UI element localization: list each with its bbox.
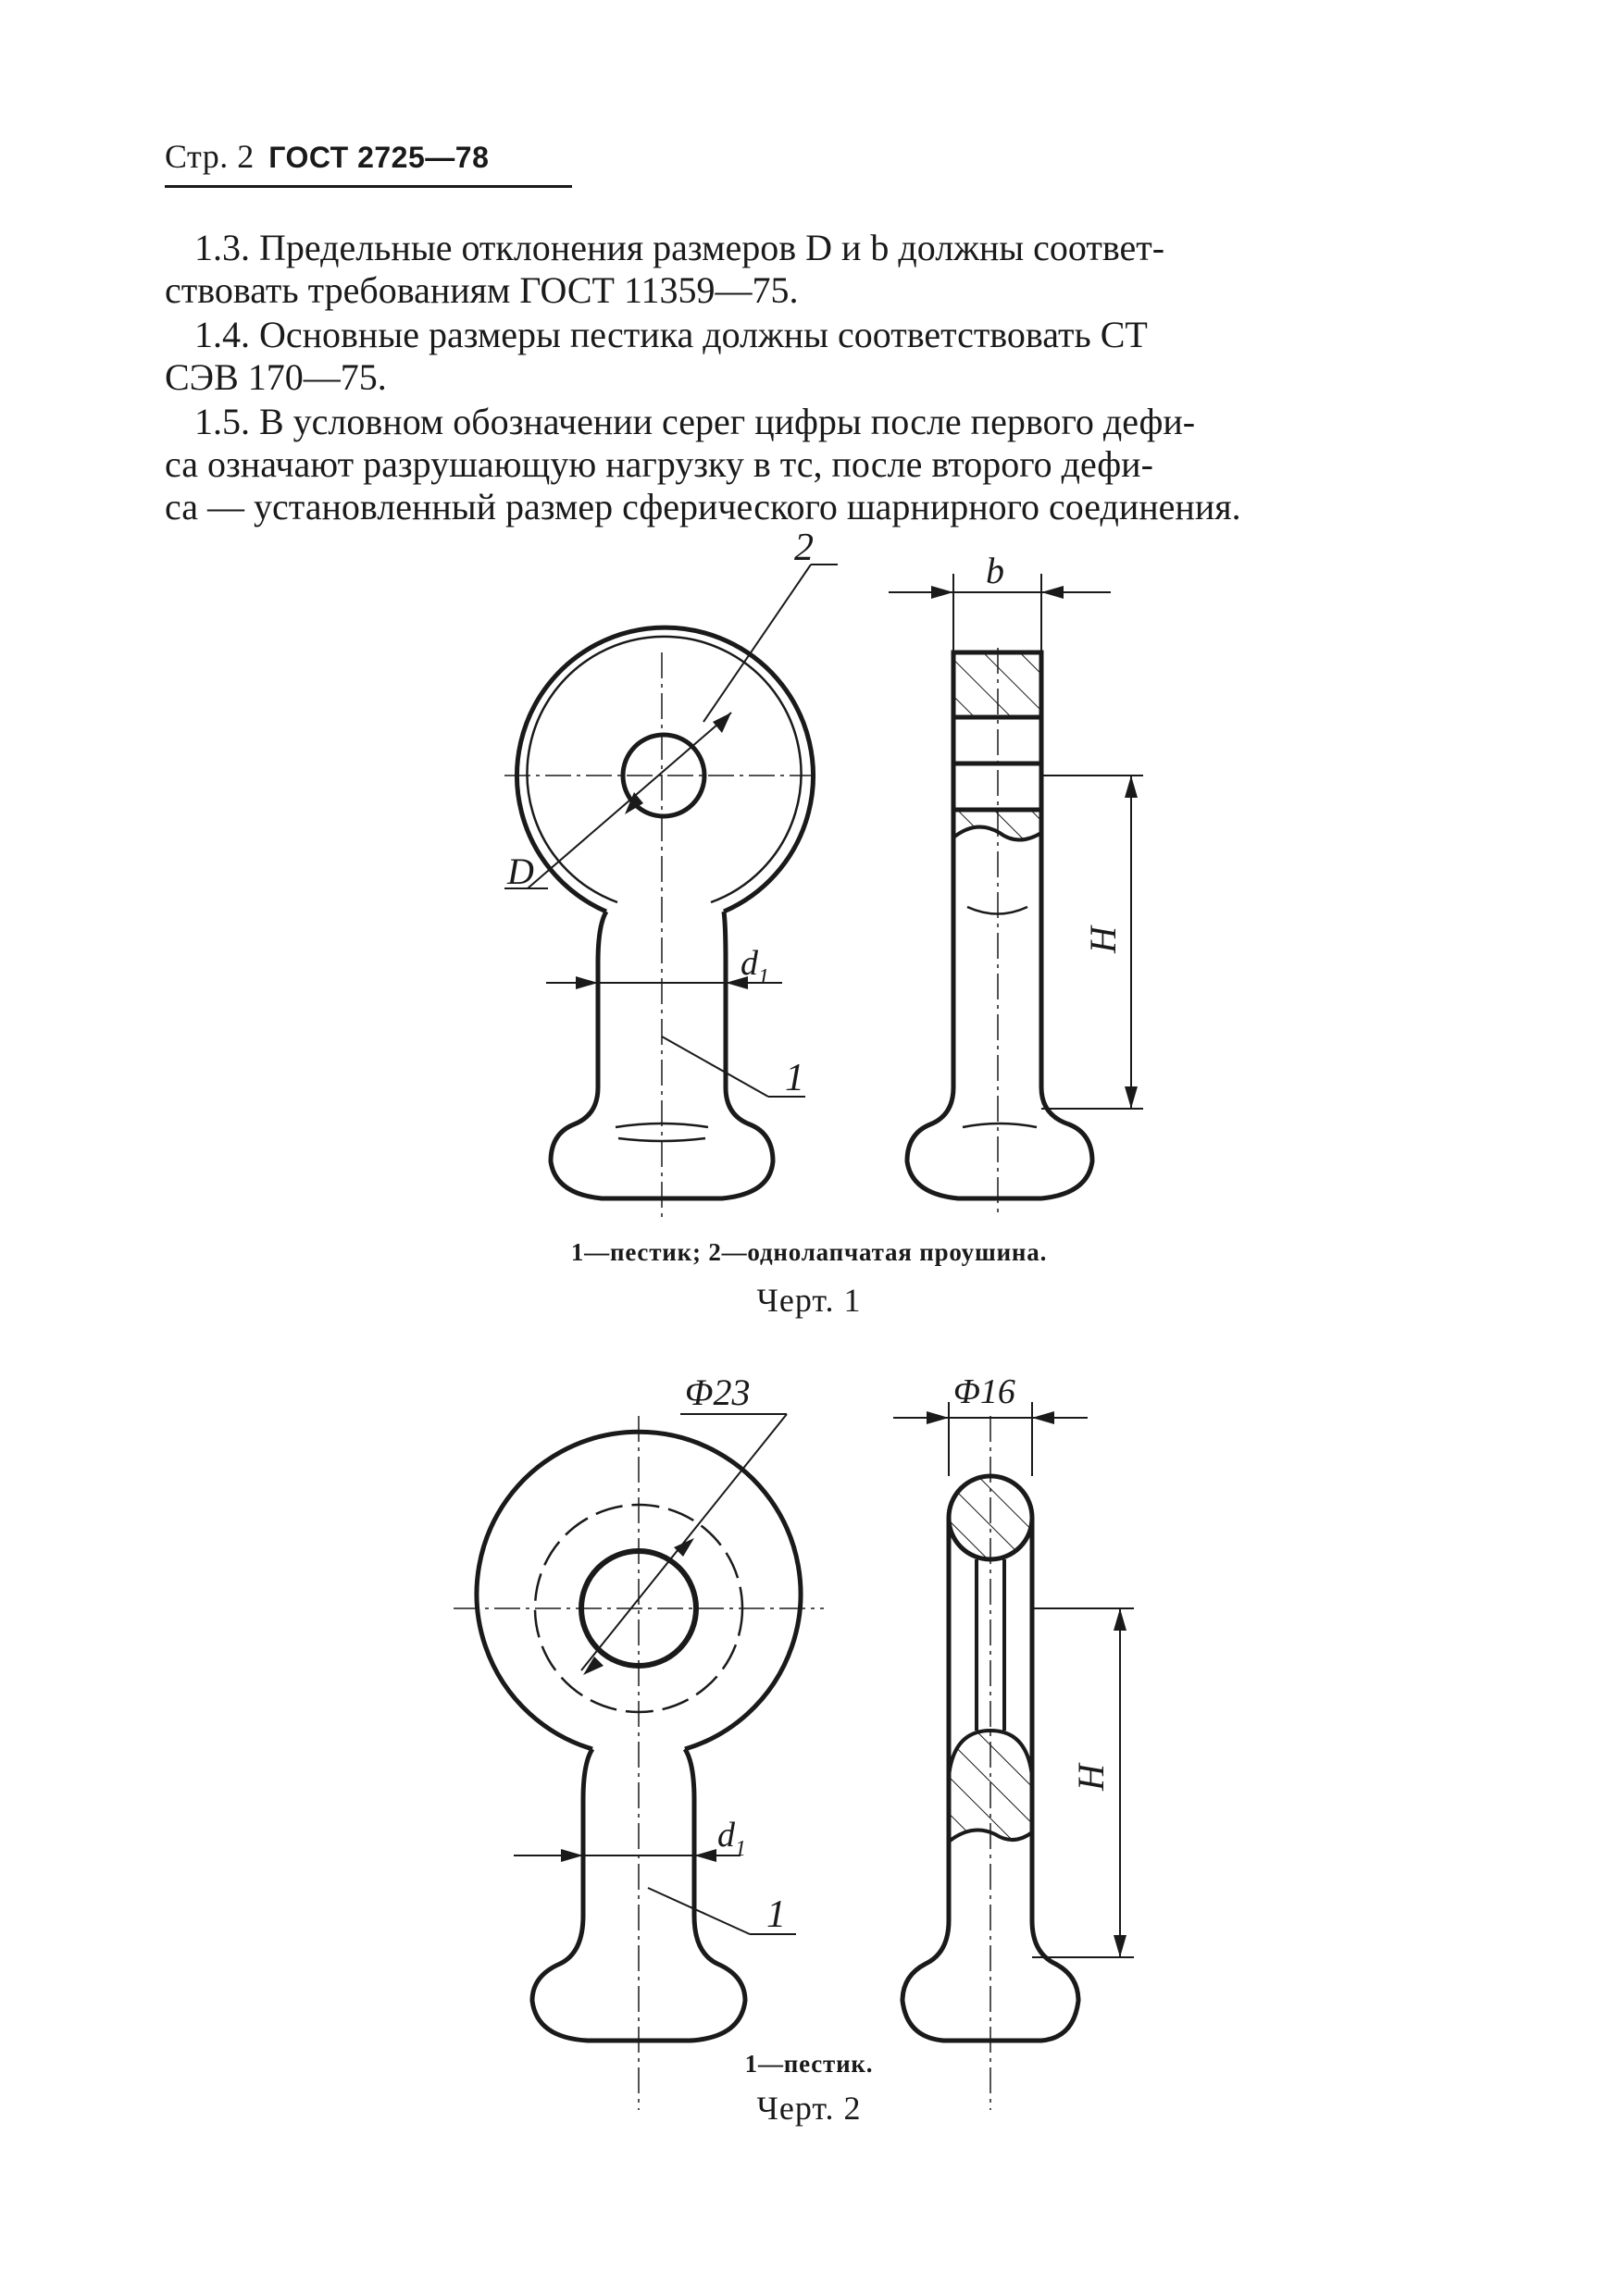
fig1-label-eye: 2 <box>794 527 814 569</box>
fig1-side-top-section <box>953 652 1041 717</box>
fig1-label-D: D <box>507 850 534 892</box>
fig2-side-top-section <box>949 1476 1032 1559</box>
paragraph-1-4-line2: СЭВ 170—75. <box>165 356 387 398</box>
figure-2-title: Черт. 2 <box>756 2090 862 2127</box>
figure-2-drawing <box>0 1342 1618 2156</box>
paragraph-1-5-line1: 1.5. В условном обозначении серег цифры после первого дефи- <box>194 401 1196 442</box>
paragraph-1-5-line3: са — установленный размер сферического шарнирного соединения. <box>165 486 1241 527</box>
fig2-label-pestle: 1 <box>766 1893 786 1936</box>
fig2-label-d1: $d_1$ <box>717 1816 746 1861</box>
fig2-label-diameter: Φ23 <box>685 1371 751 1413</box>
fig1-label-d1: $d_1$ <box>741 944 769 989</box>
fig1-side-outline <box>907 652 1092 1198</box>
gost-number: ГОСТ 2725—78 <box>268 141 490 174</box>
figure-1-title: Черт. 1 <box>756 1282 862 1319</box>
figure-1-caption: 1—пестик; 2—однолапчатая проушина. <box>570 1238 1048 1266</box>
page-number: Стр. 2 <box>165 138 255 175</box>
paragraph-1-5-line2: са означают разрушающую нагрузку в тс, после второго дефи- <box>165 443 1153 485</box>
paragraph-1-3-line2: ствовать требованиям ГОСТ 11359—75. <box>165 269 799 311</box>
fig1-label-H: H <box>1082 926 1124 953</box>
fig1-label-pestle: 1 <box>785 1057 804 1099</box>
paragraph-1-3-line1: 1.3. Предельные отклонения размеров D и b должны соответ- <box>194 227 1165 268</box>
figure-2-caption: 1—пестик. <box>744 2050 874 2078</box>
fig2-label-width: Φ16 <box>953 1372 1015 1411</box>
fig1-label-b: b <box>986 550 1004 591</box>
paragraph-1-4-line1: 1.4. Основные размеры пестика должны соответствовать СТ <box>194 314 1148 355</box>
fig2-label-H: H <box>1070 1764 1112 1791</box>
